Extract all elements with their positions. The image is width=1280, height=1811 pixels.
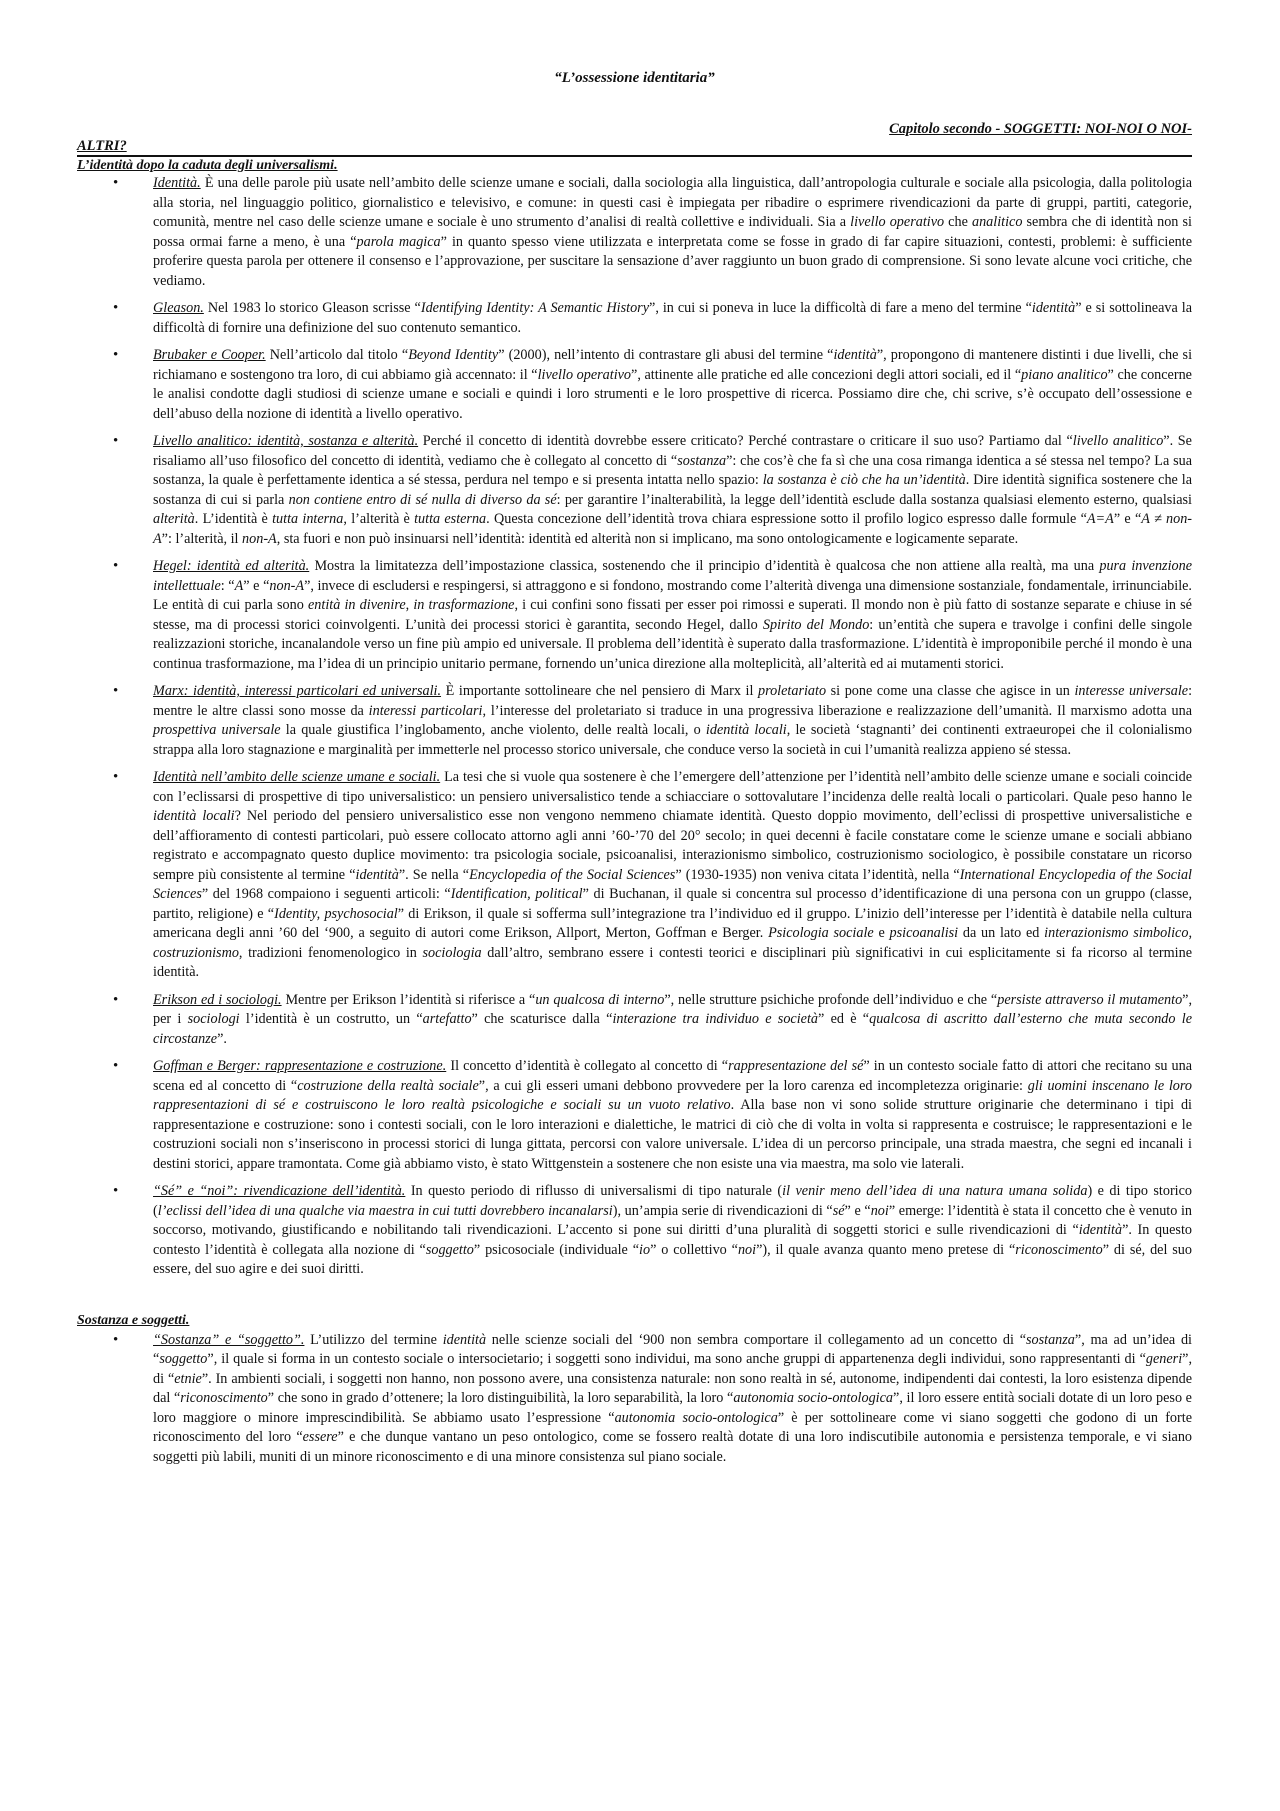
italic-text: Encyclopedia of the Social Sciences: [469, 866, 676, 883]
body-text: ”), il quale avanza quanto meno pretese di “: [756, 1241, 1016, 1258]
body-text: si pone come una classe che agisce in un: [826, 683, 1075, 699]
bullet-heading: Identità nell’ambito delle scienze umane e sociali.: [153, 769, 441, 785]
italic-text: A=A: [1086, 511, 1114, 527]
bullet-heading: Brubaker e Cooper.: [153, 347, 266, 363]
italic-text: psicoanalisi: [889, 925, 959, 941]
italic-text: non contiene entro di sé nulla di diverso da sé: [288, 491, 557, 508]
body-text: L’utilizzo del termine: [310, 1331, 443, 1348]
italic-text: tutta interna: [272, 511, 344, 527]
body-text: La tesi che si vuole qua sostenere è che l’emergere dell’attenzione per l’identità nell’ambito delle scienze umane e sociali coincide con l’eclissarsi di prospettive di tipo universalistico: un pensiero universalistico tende a schiacciare o sottovalutare l’incidenza delle realtà locali o particolari. Quale peso hanno le: [153, 769, 1193, 805]
body-text: ” di Erikson, il quale si sofferma sull’integrazione tra l’individuo ed il gruppo. L’inizio dell’interesse per l’identità è databile nella cultura americana degli anni ’60 del ‘900, a seguito di autori come Erikson, Allport, Merton, Goffman e Berger.: [153, 905, 1192, 941]
body-text: ” è per sottolineare come vi siano soggetti che godono di un forte riconoscimento del loro “: [153, 1409, 1192, 1445]
body-text: ” (2000), nell’intento di contrastare gli abusi del termine “: [498, 347, 834, 363]
italic-text: sociologi: [187, 1011, 240, 1027]
italic-text: non-A: [269, 577, 305, 594]
body-text: ) e di tipo storico (: [153, 1183, 1193, 1219]
body-text: ,: [405, 597, 414, 613]
italic-text: Identifying Identity: A Semantic History: [420, 300, 650, 316]
bullet-item: [77, 1057, 1192, 1174]
italic-text: rappresentazione del sé: [728, 1058, 864, 1074]
body-text: : “: [220, 577, 235, 594]
document-page: [77, 70, 1192, 1475]
body-text: ”.: [217, 1030, 227, 1047]
italic-text: soggetto: [425, 1241, 474, 1258]
italic-text: costruzionismo: [153, 944, 239, 961]
body-text: ”. Se risaliamo all’uso filosofico del concetto di identità, vediamo che è collegato al concetto di “: [153, 433, 1192, 469]
body-text: ” di sé, del suo essere, del suo agire e dei suoi diritti.: [153, 1241, 1192, 1277]
bullet-list: [77, 174, 1192, 1280]
body-text: È importante sottolineare che nel pensiero di Marx il: [445, 683, 758, 699]
italic-text: sociologia: [422, 944, 482, 961]
body-text: nelle scienze sociali del ‘900 non sembra comportare il collegamento ad un concetto di “: [486, 1331, 1026, 1348]
chapter-heading-line2: ALTRI?: [77, 138, 127, 154]
body-text: . Alla base non vi sono solide strutture originarie che determinano i tipi di rappresentazione e costruzione: sono i contesti sociali, con le loro interazioni e dialettiche, le matrici di ciò che di volta in volta si rappresenta e costruisce; le rappresentazioni e le costruzioni sociali non s’inseriscono in processi storici di lunga gittata, percorsi con valore universale. L’idea di un percorso principale, una strada maestra, che segni ed incanali i destini storici, appare tramontata. Come già abbiamo visto, è stato Wittgenstein a sostenere che non esiste una via maestra, ma solo vie laterali.: [153, 1097, 1192, 1172]
section-heading-2: Sostanza e soggetti.: [77, 1312, 190, 1328]
body-text: , tradizioni fenomenologico in: [238, 944, 423, 961]
body-text: ” del 1968 compaiono i seguenti articoli: “: [201, 886, 451, 902]
body-text: ” in un contesto sociale fatto di attori che recitano su una scena ed al concetto di “: [153, 1058, 1193, 1094]
chapter-heading: [77, 121, 1192, 157]
italic-text: etnie: [174, 1370, 202, 1387]
italic-text: noi: [870, 1202, 889, 1219]
body-text: : un’entità che supera e travolge i confini delle singole realizzazioni storiche, incanalandole verso un fine più ampio ed universale. Il problema dell’identità è superato dalla trasformazione. L’identità è improponibile perché il mondo è una continua trasformazione, ma l’idea di un principio unitario permane, fornendo un’unica direzione alla molteplicità, all’alterità ed ai mutamenti storici.: [153, 616, 1193, 672]
italic-text: autonomia socio-ontologica: [733, 1390, 894, 1406]
body-text: ,: [1188, 925, 1192, 941]
bullet-item: [77, 768, 1192, 983]
body-text: ”, di “: [153, 1351, 1192, 1387]
body-text: In questo periodo di riflusso di universalismi di tipo naturale (: [410, 1183, 783, 1199]
italic-text: A ≠ non-A: [153, 511, 1193, 547]
body-text: . L’identità è: [194, 511, 273, 527]
bullet-item: [77, 1331, 1192, 1468]
body-text: . Dire identità significa sostenere che la sostanza di cui si parla: [153, 472, 1192, 508]
document-title: “L’ossessione identitaria”: [554, 70, 715, 86]
italic-text: un qualcosa di interno: [535, 991, 665, 1008]
italic-text: proletariato: [758, 683, 827, 699]
italic-text: pura invenzione intellettuale: [153, 558, 1193, 594]
body-text: , le società ‘stagnanti’ dei continenti extraeuropei che il colonialismo strappa alla loro stagnazione e marginalità per immetterle nel processo storico universale, che conduce verso la società in cui l’umanità realizza appieno sé stessa.: [153, 722, 1192, 758]
body-text: ” o collettivo “: [650, 1241, 738, 1258]
body-text: e: [873, 925, 890, 941]
body-text: ”, il quale si forma in un contesto sociale o intersocietario; i soggetti sono individui, ma sono anche gruppi di appartenenza degli individui, sono rappresentanti di “: [207, 1351, 1146, 1367]
body-text: : per garantire l’inalterabilità, la legge dell’identità esclude dalla sostanza qualsiasi elemento esterno, qualsiasi: [556, 491, 1193, 508]
body-text: ”: l’alterità, il: [161, 530, 243, 547]
body-text: Mentre per Erikson l’identità si riferisce a “: [285, 991, 536, 1008]
italic-text: Identity, psychosocial: [274, 905, 398, 922]
italic-text: Identification, political: [450, 886, 583, 902]
italic-text: livello analitico: [1072, 433, 1164, 449]
body-text: Il concetto d’identità è collegato al concetto di “: [450, 1058, 729, 1074]
italic-text: tutta esterna: [414, 511, 487, 527]
bullet-heading: Gleason.: [153, 300, 204, 316]
italic-text: prospettiva universale: [153, 722, 281, 738]
italic-text: in trasformazione: [413, 597, 515, 613]
body-text: ? Nel periodo del pensiero universalistico esse non vengono nemmeno chiamate identità. Questo doppio movimento, dell’eclissi di prospettive universalistiche e dell’affioramento di contesti particolari, può essere collocato attorno agli anni ’60-’70 del 20° secolo; in quei decenni è facile constatare come le scienze umane e sociali abbiano registrato e accompagnato questo duplice movimento: tra psicologia sociale, psicoanalisi, interazionismo simbolico, costruzionismo sociologico, è possibile constatare un ricorso sempre più consistente al termine “: [153, 808, 1193, 883]
body-text: , l’alterità è: [343, 511, 415, 527]
bullet-heading: Erikson ed i sociologi.: [153, 991, 282, 1008]
italic-text: sé: [832, 1202, 845, 1219]
body-text: ”, in cui si poneva in luce la difficoltà di fare a meno del termine “: [649, 300, 1032, 316]
body-text: Nel 1983 lo storico Gleason scrisse “: [207, 300, 421, 316]
italic-text: qualcosa di ascritto dall’esterno che muta secondo le circostanze: [153, 1011, 1192, 1047]
body-text: ), un’ampia serie di rivendicazioni di “: [612, 1202, 833, 1219]
body-text: ”. In ambienti sociali, i soggetti non hanno, non possono avere, una consistenza naturale: non sono realtà in sé, autonome, indipendenti dai contesti, la loro esistenza dipende dal “: [153, 1370, 1192, 1406]
body-text: sembra che di identità non si possa ormai farne a meno, è una “: [153, 214, 1192, 250]
italic-text: io: [639, 1241, 651, 1258]
body-text: , i cui confini sono fissati per esser poi rimossi e superati. Il mondo non è più fatto di sostanze separate e chiuse in sé stesse, ma di processi storici coinvolgenti. L’unità dei processi storici è garantita, secondo Hegel, dallo: [153, 597, 1192, 633]
italic-text: interesse universale: [1074, 683, 1189, 699]
italic-text: Beyond Identity: [408, 347, 499, 363]
bullet-list-2: [77, 1331, 1192, 1468]
body-text: ” e “: [844, 1202, 871, 1219]
italic-text: identità: [1031, 300, 1076, 316]
bullet-item: [77, 299, 1192, 338]
body-text: da un lato ed: [958, 925, 1045, 941]
body-text: che: [944, 214, 972, 230]
bullet-item: [77, 174, 1192, 291]
italic-text: essere: [302, 1429, 338, 1445]
bullet-item: [77, 557, 1192, 674]
body-text: Mostra la limitatezza dell’impostazione classica, sostenendo che il principio d’identità è qualcosa che non attiene alla realtà, ma una: [314, 558, 1100, 574]
italic-text: livello operativo: [537, 366, 632, 383]
italic-text: sostanza: [677, 452, 727, 469]
body-text: ”, attinente alle pratiche ed alle concezioni degli attori sociali, ed il “: [631, 366, 1022, 383]
italic-text: costruzione della realtà sociale: [297, 1077, 479, 1094]
italic-text: Psicologia sociale: [768, 925, 874, 941]
italic-text: interazionismo simbolico: [1044, 925, 1189, 941]
italic-text: il venir meno dell’idea di una natura umana solida: [782, 1183, 1088, 1199]
italic-text: livello operativo: [850, 214, 945, 230]
italic-text: soggetto: [159, 1351, 208, 1367]
body-text: dall’altro, sembrano essere i contesti teorici e disciplinari più significativi in cui esplicitamente si fa ricorso al termine identità.: [153, 944, 1193, 980]
italic-text: riconoscimento: [1015, 1241, 1103, 1258]
body-text: , sta fuori e non può insinuarsi nell’identità: identità ed alterità non si implicano, ma sono ontologicamente e logicamente separate.: [276, 530, 1019, 547]
body-text: ” psicosociale (individuale “: [473, 1241, 640, 1258]
italic-text: autonomia socio-ontologica: [614, 1409, 778, 1426]
bullet-heading: Marx: identità, interessi particolari ed universali.: [153, 683, 442, 699]
body-text: l’identità è un costrutto, un “: [239, 1011, 423, 1027]
italic-text: International Encyclopedia of the Social Sciences: [153, 866, 1192, 902]
italic-text: artefatto: [422, 1011, 472, 1027]
section-heading: L’identità dopo la caduta degli universalismi.: [77, 158, 338, 173]
body-text: , l’interesse del proletariato si traduce in una progressiva liberazione e realizzazione dell’umanità. Il marxismo adotta una: [482, 702, 1193, 719]
italic-text: identità locali: [153, 808, 235, 824]
italic-text: interazione tra individuo e società: [612, 1011, 818, 1027]
italic-text: piano analitico: [1021, 366, 1108, 383]
italic-text: gli uomini inscenano le loro rappresentazioni di sé e costruiscono le loro realtà psicologiche e sociali su un vuoto relativo: [153, 1077, 1192, 1113]
body-text: ” che sono in grado d’ottenere; la loro distinguibilità, la loro separabilità, la loro “: [267, 1390, 734, 1406]
body-text: ”, ma ad un’idea di “: [153, 1331, 1192, 1367]
body-text: ”, il loro essere entità sociali dotate di un loro peso e loro maggiore o minore imprescindibilità. Se abbiamo usato l’espressione “: [153, 1390, 1192, 1426]
italic-text: non-A: [242, 530, 277, 547]
body-text: ”, invece di escludersi e respingersi, si attraggono e si fondono, mostrando come l’alterità divenga una dimensione sostanziale, fondamentale, irrinunciabile. Le entità di cui parla sono: [153, 577, 1192, 613]
bullet-heading: Goffman e Berger: rappresentazione e costruzione.: [153, 1058, 447, 1074]
bullet-item: [77, 432, 1192, 549]
body-text: ” (1930-1935) non veniva citata l’identità, nella “: [675, 866, 960, 883]
italic-text: identità: [833, 347, 877, 363]
bullet-heading: Identità.: [153, 175, 201, 191]
italic-text: parola magica: [356, 233, 441, 250]
italic-text: generi: [1145, 1351, 1183, 1367]
bullet-item: [77, 346, 1192, 424]
bullet-item: [77, 682, 1192, 760]
body-text: ” e “: [1113, 511, 1142, 527]
italic-text: noi: [737, 1241, 757, 1258]
bullet-heading: Hegel: identità ed alterità.: [153, 558, 310, 574]
italic-text: analitico: [971, 214, 1023, 230]
body-text: ”, nelle strutture psichiche profonde dell’individuo e che “: [664, 991, 998, 1008]
italic-text: A: [234, 577, 244, 594]
italic-text: identità locali: [705, 722, 787, 738]
italic-text: identità: [442, 1331, 487, 1348]
italic-text: sostanza: [1026, 1331, 1075, 1348]
italic-text: entità in divenire: [307, 597, 406, 613]
chapter-heading-line1: Capitolo secondo - SOGGETTI: NOI-NOI O NOI-: [889, 121, 1192, 137]
italic-text: Spirito del Mondo: [762, 616, 870, 633]
italic-text: la sostanza è ciò che ha un’identità: [762, 472, 966, 488]
body-text: ” che scaturisce dalla “: [471, 1011, 613, 1027]
italic-text: l’eclissi dell’idea di una qualche via maestra in cui tutti dovrebbero incanalarsi: [157, 1202, 613, 1219]
body-text: la quale giustifica l’inglobamento, anche violento, delle realtà locali, o: [280, 722, 706, 738]
body-text: Nell’articolo dal titolo “: [269, 347, 409, 363]
italic-text: riconoscimento: [180, 1390, 268, 1406]
body-text: ”, per i: [153, 991, 1193, 1027]
body-text: : mentre le altre classi sono mosse da: [153, 683, 1193, 719]
body-text: . Questa concezione dell’identità trova chiara espressione sotto il profilo logico espresso dalle formule “: [486, 511, 1087, 527]
body-text: ” e si sottolineava la difficoltà di fornire una definizione del suo contenuto semantico.: [153, 300, 1193, 336]
body-text: ” in quanto spesso viene utilizzata e interpretata come se fosse in grado di far capire situazioni, contesti, problemi: è sufficiente proferire questa parola per ottenere il consenso e l’approvazione, per suscitare la sensazione d’aver raggiunto un buon grado di comprensione. Si sono levate alcune voci critiche, che vediamo.: [153, 233, 1192, 289]
body-text: ”: che cos’è che fa sì che una cosa rimanga identica a sé stessa nel tempo? La sua sostanza, la quale è perfettamente identica a sé stessa, perdura nel tempo e si presenta intatta nello spazio:: [153, 452, 1193, 488]
body-text: ” emerge: l’identità è stata il concetto che è venuto in soccorso, motivando, giustificando e nobilitando tali rivendicazioni. L’accento si pone sui diritti d’una pluralità di soggetti storici e sulle rivendicazioni di “: [153, 1202, 1192, 1238]
body-text: ”. In questo contesto l’identità è collegata alla nozione di “: [153, 1222, 1192, 1258]
body-text: ”, propongono di mantenere distinti i due livelli, che si richiamano e sostengono tra loro, di cui abbiamo già accennato: il “: [153, 347, 1193, 383]
bullet-item: [77, 991, 1192, 1050]
body-text: ”, a cui gli esseri umani debbono provvedere per la loro carenza ed incompletezza originarie:: [478, 1077, 1028, 1094]
italic-text: identità: [355, 866, 399, 883]
bullet-item: [77, 1182, 1192, 1280]
bullet-heading: Livello analitico: identità, sostanza e alterità.: [153, 433, 419, 449]
italic-text: interessi particolari: [368, 702, 483, 719]
italic-text: persiste attraverso il mutamento: [997, 991, 1183, 1008]
body-text: ” che concerne le analisi condotte dagli studiosi di scienze umane e sociali e quindi i loro strumenti e le loro prospettive di ricerca. Possiamo dire che, chi scrive, s’è occupato dell’ossessione e dell’abuso della nozione di identità a livello operativo.: [153, 366, 1192, 422]
body-text: È una delle parole più usate nell’ambito delle scienze umane e sociali, dalla sociologia alla linguistica, dall’antropologia culturale e sociale alla psicologia, dalla politologia alla storia, nel linguaggio politico, giornalistico e televisivo, e comune: in questi casi è impiegata per ribadire o esprimere rivendicazioni da parte di gruppi, partiti, categorie, comunità, mentre nel caso delle scienze umane e sociale è uno strumento d’analisi di realtà collettive e individuali. Sia a: [153, 175, 1193, 230]
italic-text: identità: [1078, 1222, 1123, 1238]
body-text: ” di Buchanan, il quale si concentra sul processo d’identificazione di una persona con un gruppo (classe, partito, religione) e “: [153, 886, 1192, 922]
body-text: ”. Se nella “: [398, 866, 470, 883]
bullet-heading: “Sostanza” e “soggetto”.: [153, 1331, 305, 1348]
body-text: Perché il concetto di identità dovrebbe essere criticato? Perché contrastare o criticare il suo uso? Partiamo dal “: [422, 433, 1073, 449]
italic-text: alterità: [153, 511, 195, 527]
body-text: ” ed è “: [818, 1011, 870, 1027]
bullet-heading: “Sé” e “noi”: rivendicazione dell’identità.: [153, 1183, 406, 1199]
body-text: ” e che dunque vantano un peso ontologico, come se fossero realtà dotate di una loro indiscutibile autonomia e persistenza temporale, e vi siano soggetti più labili, muniti di un minore riconoscimento e di una minore consistenza sul piano sociale.: [153, 1429, 1193, 1465]
body-text: ” e “: [243, 577, 270, 594]
